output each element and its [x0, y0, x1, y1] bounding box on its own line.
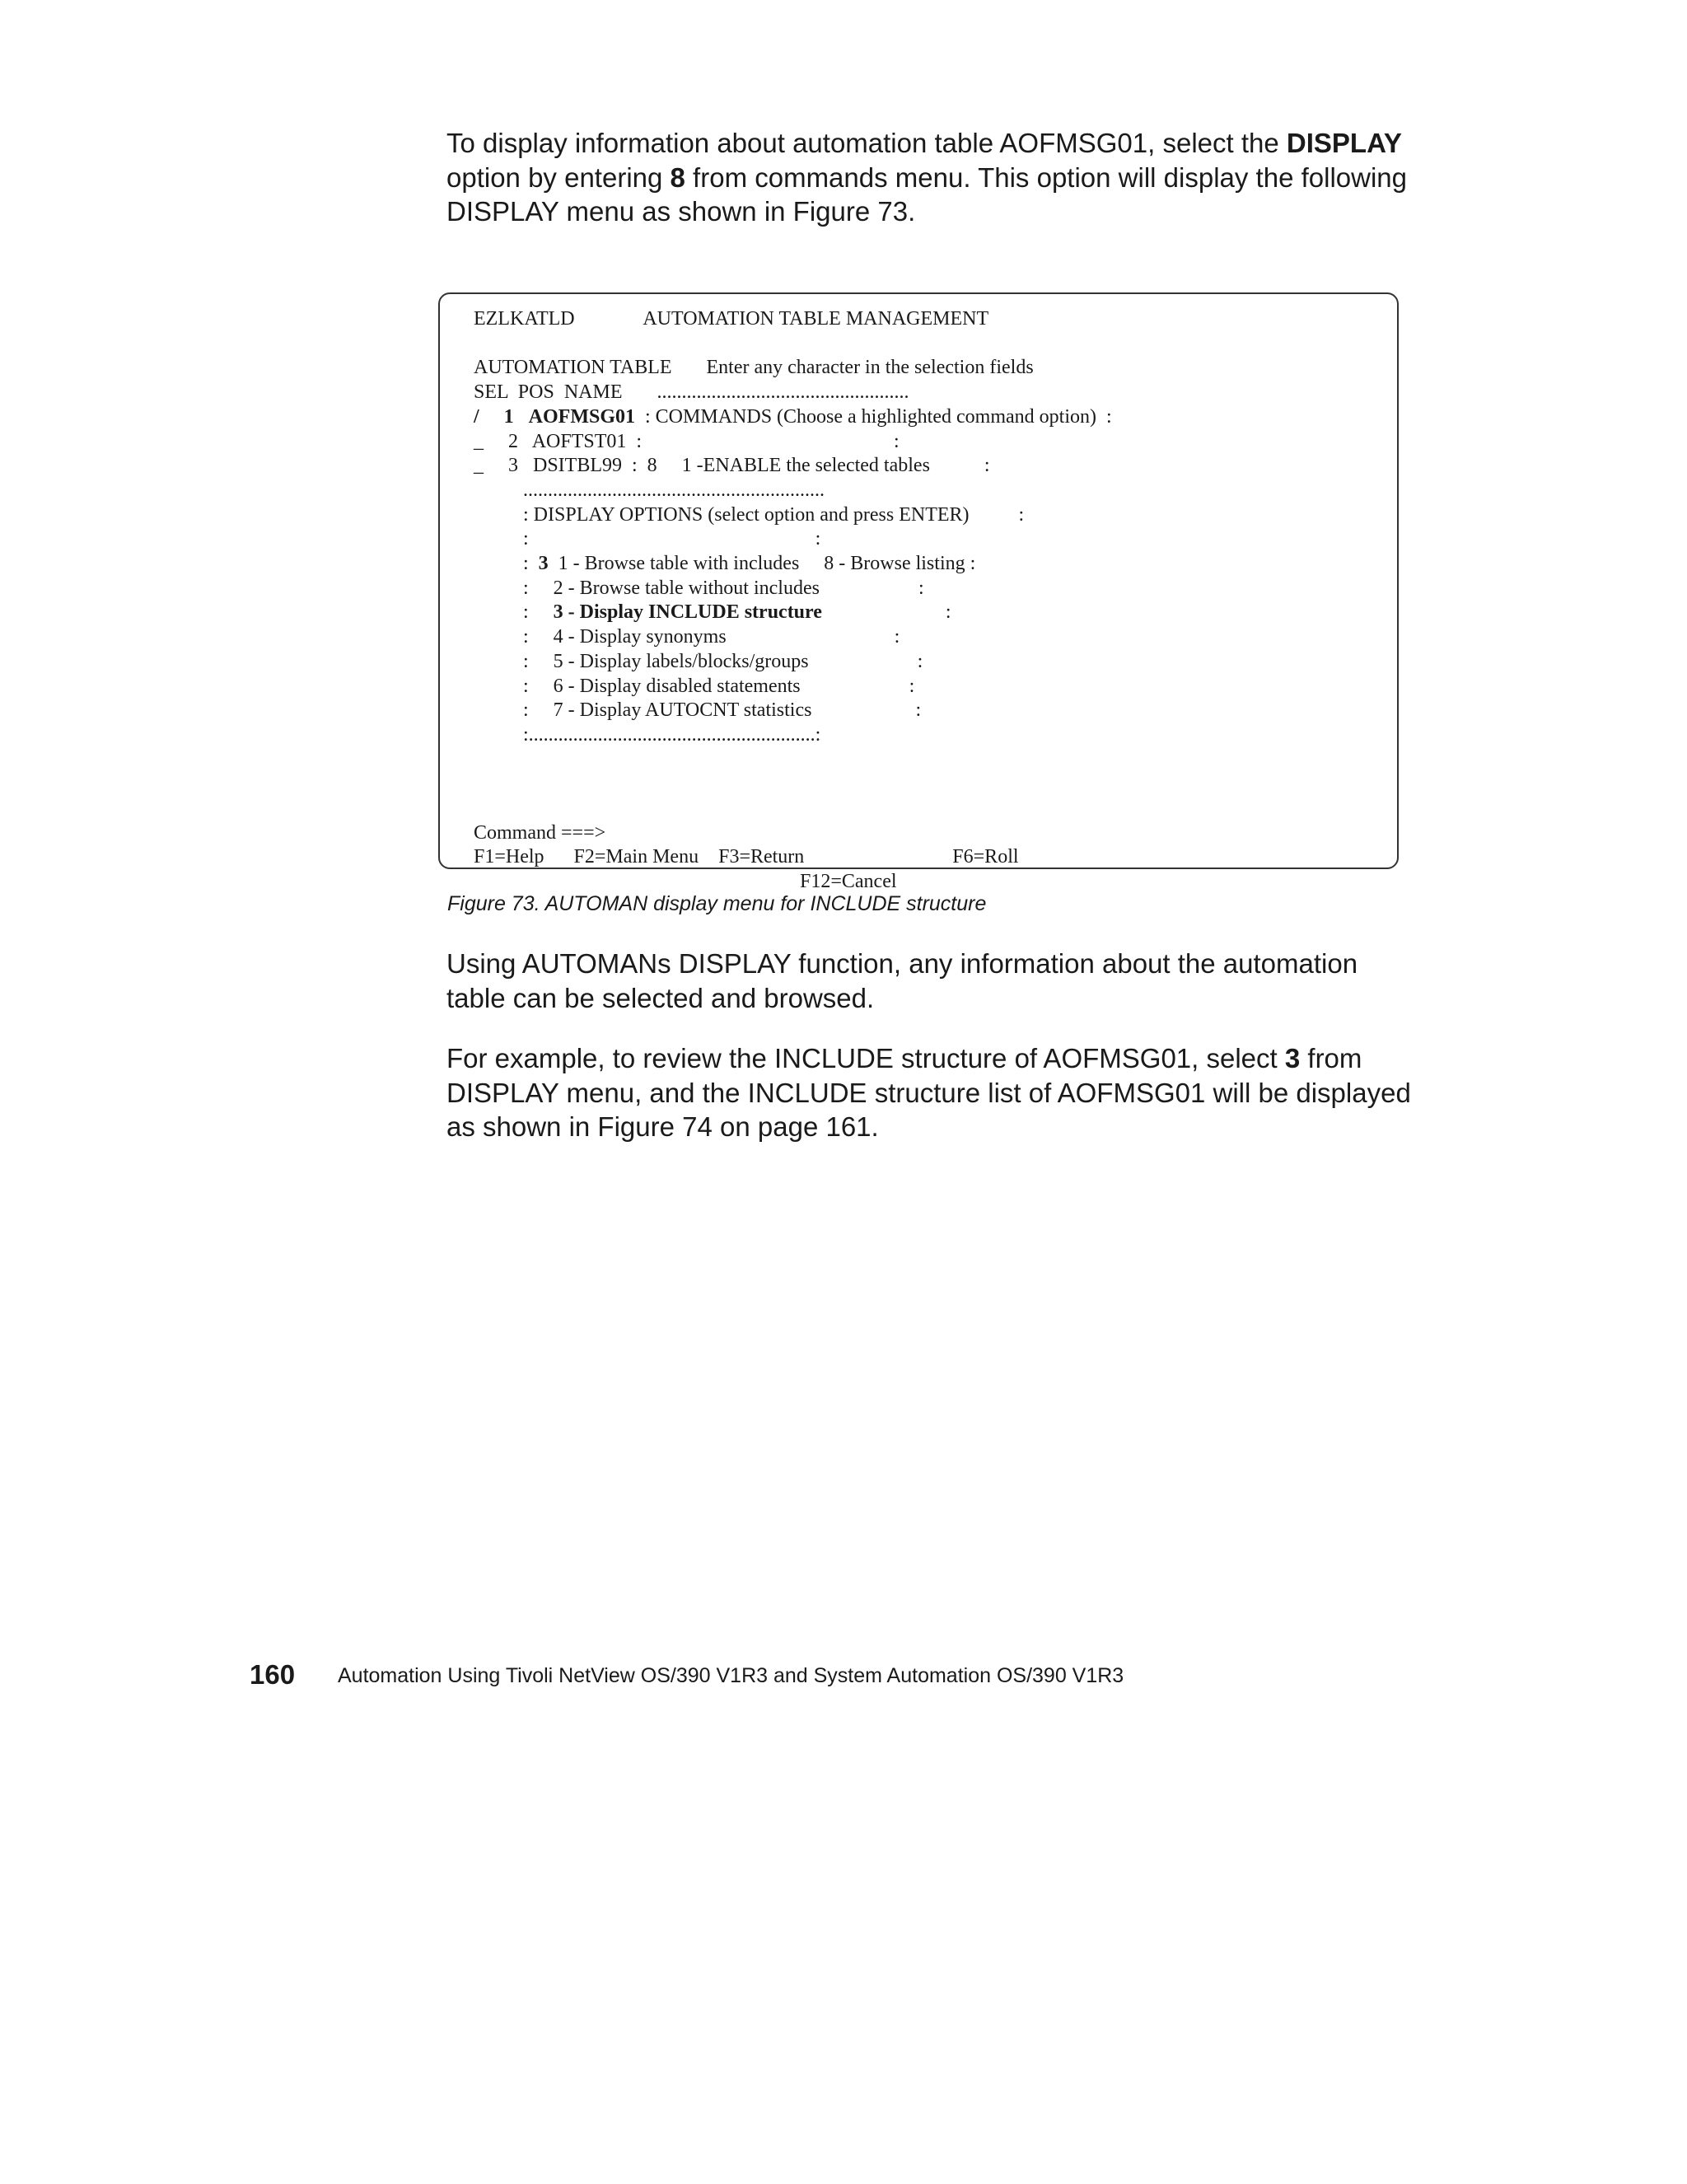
option-8[interactable]: 8 - Browse listing	[824, 553, 965, 575]
display-input[interactable]: 3	[538, 553, 549, 575]
f1-help-key[interactable]: F1=Help	[474, 846, 544, 868]
row-1-name: AOFMSG01	[528, 405, 635, 428]
command-prompt[interactable]: Command ===>	[474, 821, 606, 844]
commands-popup-title: COMMANDS (Choose a highlighted command option)	[655, 405, 1096, 428]
screen-title: AUTOMATION TABLE MANAGEMENT	[643, 308, 989, 330]
panel-id: EZLKATLD	[474, 308, 575, 330]
col-header-name: NAME	[563, 381, 623, 404]
section-label: AUTOMATION TABLE	[474, 357, 672, 379]
option-7[interactable]: 7 - Display AUTOCNT statistics	[553, 699, 812, 722]
running-footer-title: Automation Using Tivoli NetView OS/390 V1R3 and System Automation OS/390 V1R3	[338, 1664, 1124, 1687]
option-6[interactable]: 6 - Display disabled statements	[553, 675, 801, 697]
page-number: 160	[250, 1659, 296, 1690]
row-3-pos: 3	[508, 455, 518, 477]
body-paragraph-3: For example, to review the INCLUDE structure of AOFMSG01, select 3 from DISPLAY menu, and the INCLUDE structure list of AOFMSG01 will be displayed as shown in Figure 74 on page 161.	[446, 1043, 1411, 1142]
row-2-pos: 2	[508, 430, 518, 452]
f2-main-menu-key[interactable]: F2=Main Menu	[573, 846, 699, 868]
col-header-sel: SEL	[474, 381, 508, 404]
row-2-sel[interactable]: _	[474, 430, 484, 452]
option-3[interactable]: 3 - Display INCLUDE structure	[553, 601, 822, 624]
commands-input[interactable]: 8	[647, 455, 657, 477]
row-1-sel[interactable]: /	[474, 405, 479, 428]
option-1[interactable]: 1 - Browse table with includes	[558, 553, 800, 575]
row-3-name: DSITBL99	[533, 455, 622, 477]
option-2[interactable]: 2 - Browse table without includes	[553, 577, 820, 599]
f3-return-key[interactable]: F3=Return	[718, 846, 805, 868]
row-2-name: AOFTST01	[531, 430, 627, 452]
row-1-pos: 1	[503, 405, 514, 428]
instruction-text: Enter any character in the selection fields	[706, 357, 1034, 379]
f12-cancel-key[interactable]: F12=Cancel	[800, 871, 897, 893]
option-4[interactable]: 4 - Display synonyms	[553, 626, 727, 648]
figure-caption: Figure 73. AUTOMAN display menu for INCLUDE structure	[447, 892, 987, 915]
intro-paragraph: To display information about automation table AOFMSG01, select the DISPLAY option by entering 8 from commands menu. This option will display the following DISPLAY menu as shown in Figure 73.	[446, 128, 1408, 227]
enable-option: 1 -ENABLE the selected tables	[681, 455, 930, 477]
col-header-pos: POS	[517, 381, 554, 404]
body-paragraph-2: Using AUTOMANs DISPLAY function, any information about the automation table can be selected and browsed.	[446, 948, 1358, 1013]
option-5[interactable]: 5 - Display labels/blocks/groups	[553, 650, 809, 672]
terminal-screen: EZLKATLD AUTOMATION TABLE MANAGEMENT AUTOMATION TABLE Enter any character in the selection fields SEL POS NAME ................................................... / 1 AOFMSG01 : COMMANDS (Choose a highlighted command option) : _ 2 AOFTST01 : : _ 3 DSITBL99 : 8 1 -ENABLE the selected tables : ............................................................. : DISPLAY OPTIONS (select option and press ENTER) : : : : 3 1 - Browse table with includes 8 - Browse listing : : 2 - Browse table without includes : : 3 - Display INCLUDE structure : : 4 - Display synonyms : : 5 - Display labels/blocks/groups : : 6 - Display disabled statements : : 7 - Display AUTOCNT statistics : :..........................................................: Command ===> F1=Help F2=Main Menu F3=Return F6=Roll F12=Cancel	[474, 308, 1112, 893]
display-popup-title: DISPLAY OPTIONS (select option and press ENTER)	[533, 503, 970, 526]
f6-roll-key[interactable]: F6=Roll	[952, 846, 1019, 868]
row-3-sel[interactable]: _	[474, 455, 484, 477]
